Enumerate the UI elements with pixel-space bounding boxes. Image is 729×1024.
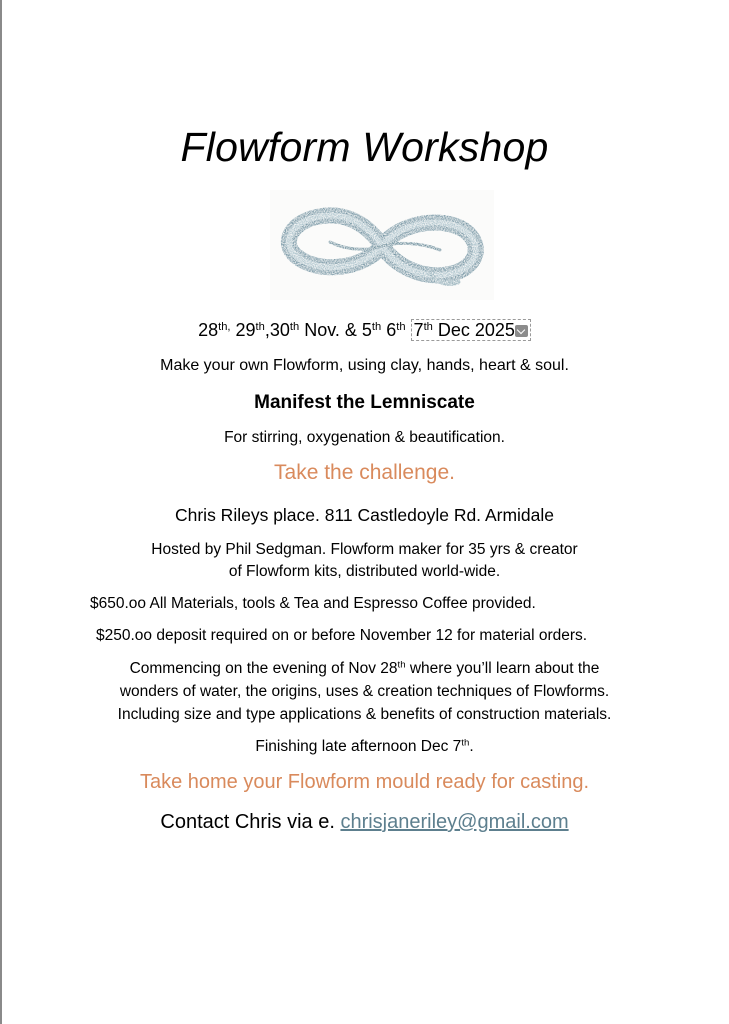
price-line: $650.oo All Materials, tools & Tea and Espresso Coffee provided. — [90, 595, 536, 612]
workshop-dates: $28^{th,}$ 29th,30th Nov. & 5th 6th 7th Dec 2025 — [0, 320, 729, 341]
deposit-line: $250.oo deposit required on or before November 12 for material orders. — [96, 627, 588, 644]
date-chip[interactable]: 7th Dec 2025 — [411, 319, 531, 341]
challenge-line: Take the challenge. — [274, 461, 455, 484]
email-link[interactable]: chrisjaneriley@gmail.com — [340, 811, 569, 833]
host-line-2: of Flowform kits, distributed world-wide. — [228, 563, 501, 580]
section-heading: Manifest the Lemniscate — [254, 392, 475, 413]
venue-line: Chris Rileys place. 811 Castledoyle Rd. Armidale — [174, 505, 554, 525]
finish-line: Finishing late afternoon Dec 7th. — [255, 737, 474, 755]
purpose-line: For stirring, oxygenation & beautification. — [224, 429, 505, 446]
dropdown-check-icon[interactable] — [515, 325, 528, 337]
commencing-line-2: wonders of water, the origins, uses & creation techniques of Flowforms. — [119, 683, 610, 700]
takehome-line: Take home your Flowform mould ready for casting. — [139, 771, 590, 793]
contact-line: Contact Chris via e. chrisjaneriley@gmail.com — [160, 811, 569, 833]
intro-line: Make your own Flowform, using clay, hands, heart & soul. — [160, 357, 569, 374]
page-title: Flowform Workshop — [180, 124, 549, 170]
lemniscate-icon — [270, 190, 494, 300]
host-line-1: Hosted by Phil Sedgman. Flowform maker for 35 yrs & creator — [151, 541, 578, 558]
commencing-line-1: Commencing on the evening of Nov 28th where you’ll learn about the — [129, 659, 600, 677]
commencing-line-3: Including size and type applications & benefits of construction materials. — [117, 706, 612, 723]
